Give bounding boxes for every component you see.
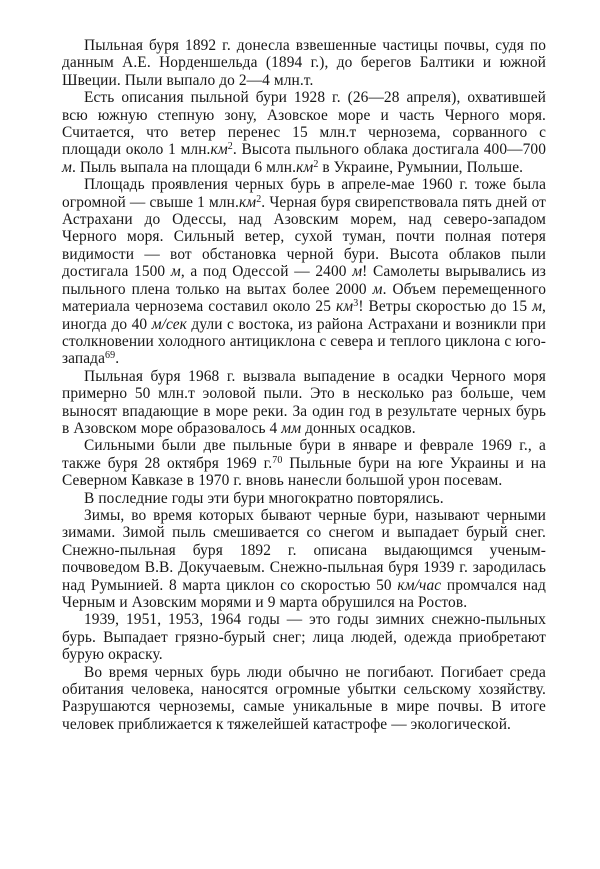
- text-run: Пыльная буря 1968 г. вызвала выпадение в осадки Черного моря примерно 50 млн.т эоловой пыли. Это в несколько раз больше, чем выносят впадающие в море реки. За один год в результате черных бурь в Азовском море образовалось 4: [62, 367, 546, 437]
- paragraph: [62, 507, 546, 611]
- paragraph: [62, 664, 546, 734]
- text-run: Площадь проявления черных бурь в апреле-мае 1960 г. тоже была огромной — свыше 1 млн.: [62, 176, 546, 211]
- unit-text: м: [62, 158, 72, 176]
- text-run: Пыльные бури на юге Украины и на Северном Кавказе в 1970 г. вновь нанесли большой урон посевам.: [62, 454, 547, 490]
- unit-text: км: [210, 141, 228, 159]
- text-run: В последние годы эти бури многократно повторялись.: [84, 489, 444, 507]
- document-body: [62, 37, 546, 733]
- text-run: . Пыль выпала на площади 6 млн.: [71, 158, 297, 176]
- text-run: . Высота пыльного облака достигала 400—700: [232, 141, 547, 159]
- footnote-superscript: 70: [272, 454, 283, 466]
- footnote-superscript: 69: [105, 350, 116, 362]
- text-run: Сильными были две пыльные бури в январе и феврале 1969 г., а также буря 28 октября 1969 г.: [62, 437, 546, 472]
- footnote-superscript: 2: [256, 193, 262, 205]
- footnote-superscript: 3: [353, 298, 359, 310]
- paragraph: [62, 490, 546, 507]
- paragraph: [62, 611, 546, 663]
- unit-text: мм: [281, 419, 302, 437]
- text-run: , иногда до 40: [62, 298, 546, 333]
- paragraph: [62, 437, 546, 489]
- unit-text: м: [532, 298, 543, 316]
- paragraph: [62, 37, 546, 89]
- paragraph: [62, 368, 546, 438]
- unit-text: км: [238, 193, 257, 211]
- paragraph: [62, 89, 546, 176]
- text-run: дули с востока, из района Астрахани и возникли при столкновении холодного антициклона с севера и теплого циклона с юго-запада: [62, 315, 546, 368]
- unit-text: км: [296, 158, 314, 176]
- text-run: . Черная буря свирепствовала пять дней от Астрахани до Одессы, над Азовским морем, над северо-западом Черного моря. Сильный ветер, сухой туман, почти полная потеря видимости — вот обстановка черной бури. Высота облаков пыли достигала 1500: [62, 193, 546, 281]
- text-run: ! Самолеты вырывались из пыльного плена только на вытах более 2000: [62, 263, 546, 298]
- footnote-superscript: 2: [227, 141, 233, 153]
- unit-text: км/час: [397, 576, 442, 594]
- text-run: промчался над Черным и Азовским морями и 9 марта обрушился на Ростов.: [62, 576, 546, 611]
- text-run: .: [115, 350, 120, 368]
- text-run: Пыльная буря 1892 г. донесла взвешенные частицы почвы, судя по данным А.Е. Норденшельда (1894 г.), до берегов Балтики и южной Швеции. Пыли выпало до 2—4 млн.т.: [62, 37, 546, 89]
- text-run: . Объем перемещенного материала чернозема составил около 25: [62, 280, 547, 316]
- text-run: , а под Одессой — 2400: [180, 263, 353, 281]
- text-run: 1939, 1951, 1953, 1964 годы — это годы зимних снежно-пыльных бурь. Выпадает грязно-бурый снег; лица людей, одежда приобретают бурую окраску.: [62, 611, 546, 664]
- text-run: в Украине, Румынии, Польше.: [318, 158, 524, 176]
- text-run: Во время черных бурь люди обычно не погибают. Погибает среда обитания человека, наносятся огромные убытки сельскому хозяйству. Разрушаются черноземы, самые уникальные в мире почвы. В итоге человек приближается к тяжелейшей катастрофе — экологической.: [62, 663, 546, 733]
- unit-text: км: [335, 298, 354, 316]
- paragraph: [62, 176, 546, 367]
- unit-text: м: [170, 263, 181, 281]
- unit-text: м/сек: [151, 315, 187, 333]
- unit-text: м: [352, 263, 363, 281]
- text-run: донных осадков.: [301, 419, 416, 437]
- footnote-superscript: 2: [313, 158, 319, 170]
- text-run: ! Ветры скоростью до 15: [358, 298, 533, 316]
- text-run: Есть описания пыльной бури 1928 г. (26—28 апреля), охватившей всю южную степную зону, Азовское море и часть Черного моря. Считается, что ветер перенес 15 млн.т чернозема, сорванного с площади около 1 млн.: [62, 89, 546, 159]
- unit-text: м: [372, 280, 383, 298]
- text-run: Зимы, во время которых бывают черные бури, называют черными зимами. Зимой пыль смешивается со снегом и выпадает бурый снег. Снежно-пыльная буря 1892 г. описана выдающимся ученым-почвоведом В.В. Докучаевым. Снежно-пыльная буря 1939 г. зародилась над Румынией. 8 марта циклон со скоростью 50: [62, 506, 546, 594]
